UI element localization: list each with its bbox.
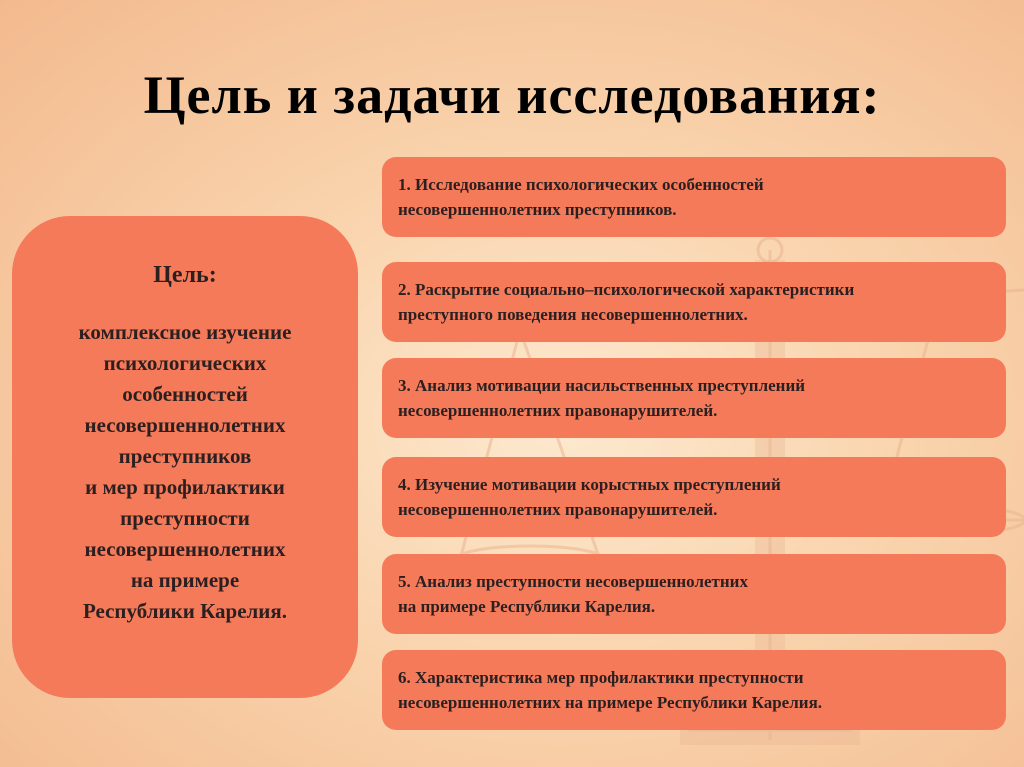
task-item-1: 1. Исследование психологических особенностей несовершеннолетних преступников. xyxy=(382,157,1006,237)
goal-panel xyxy=(12,216,358,698)
task-item-6: 6. Характеристика мер профилактики преступности несовершеннолетних на примере Республики Карелия. xyxy=(382,650,1006,730)
task-item-4: 4. Изучение мотивации корыстных преступлений несовершеннолетних правонарушителей. xyxy=(382,457,1006,537)
goal-heading: Цель: xyxy=(153,262,217,288)
goal-text: комплексное изучение психологических особенностей несовершеннолетних преступников и мер профилактики преступности несовершеннолетних на примере Республики Карелия. xyxy=(78,320,292,623)
task-item-3: 3. Анализ мотивации насильственных преступлений несовершеннолетних правонарушителей. xyxy=(382,358,1006,438)
task-item-2: 2. Раскрытие социально–психологической характеристики преступного поведения несовершеннолетних. xyxy=(382,262,1006,342)
page-title: Цель и задачи исследования: xyxy=(143,65,881,125)
task-item-5: 5. Анализ преступности несовершеннолетних на примере Республики Карелия. xyxy=(382,554,1006,634)
tasks-list xyxy=(382,0,1012,767)
